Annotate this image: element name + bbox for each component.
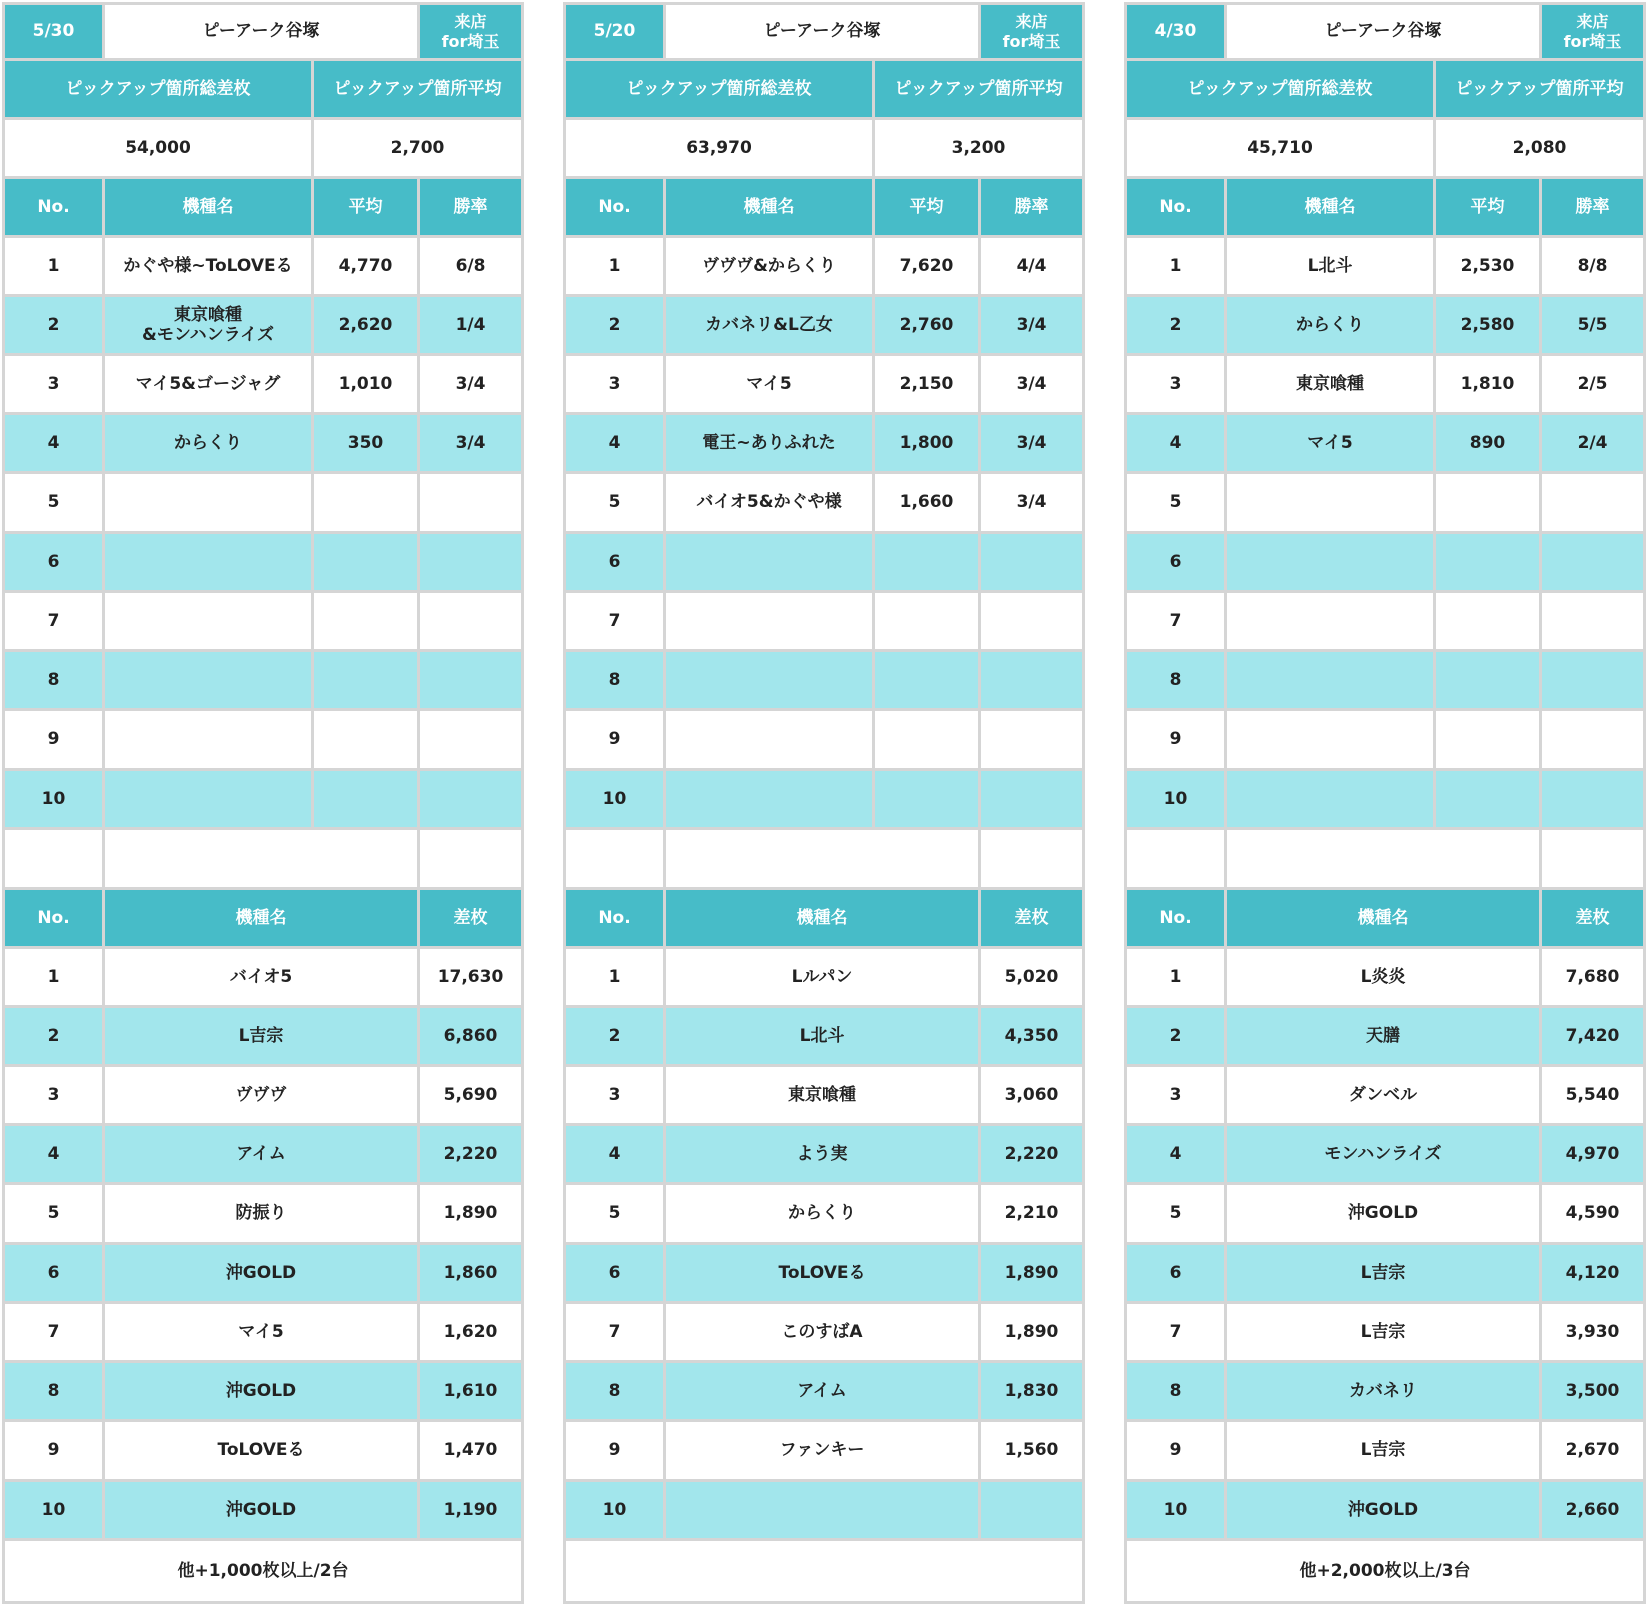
column-gap [526, 0, 564, 1606]
ranking-row-model: 沖GOLD [105, 1245, 420, 1304]
pickup-row-avg: 1,660 [875, 474, 981, 534]
pickup-row-avg [1436, 474, 1542, 534]
ranking-row-no: 6 [563, 1245, 666, 1304]
ranking-row-diff: 7,420 [1542, 1008, 1646, 1067]
ranking-row-diff: 5,020 [981, 949, 1085, 1008]
visit-badge: 来店 for埼玉 [1542, 2, 1646, 61]
spacer-cell [1227, 830, 1542, 890]
pickup-row-model [666, 593, 875, 652]
ranking-no-header: No. [2, 890, 105, 949]
ranking-row-model: Lルパン [666, 949, 981, 1008]
pickup-row-no: 9 [2, 711, 105, 771]
ranking-row-no: 7 [2, 1304, 105, 1363]
ranking-row-diff: 4,590 [1542, 1185, 1646, 1245]
ranking-row-diff: 2,670 [1542, 1422, 1646, 1482]
pickup-row-rate: 1/4 [420, 297, 524, 356]
pickup-row-avg: 1,800 [875, 415, 981, 474]
pickup-row-rate: 2/5 [1542, 356, 1646, 415]
ranking-no-header: No. [1124, 890, 1227, 949]
ranking-row-model: L北斗 [666, 1008, 981, 1067]
pickup-row-model [1227, 593, 1436, 652]
ranking-row-no: 7 [563, 1304, 666, 1363]
ranking-row-model [666, 1482, 981, 1541]
pickup-total-value: 54,000 [2, 120, 314, 179]
ranking-row-model: ToLOVEる [666, 1245, 981, 1304]
ranking-row-model: L吉宗 [1227, 1422, 1542, 1482]
pickup-rate-header: 勝率 [981, 179, 1085, 238]
pickup-row-rate [420, 593, 524, 652]
pickup-row-model [105, 593, 314, 652]
ranking-row-diff: 1,620 [420, 1304, 524, 1363]
pickup-row-model [105, 711, 314, 771]
ranking-row-diff: 1,890 [420, 1185, 524, 1245]
ranking-row-no: 5 [563, 1185, 666, 1245]
pickup-row-avg [875, 652, 981, 711]
pickup-row-avg [1436, 593, 1542, 652]
pickup-row-avg: 2,760 [875, 297, 981, 356]
ranking-row-no: 5 [1124, 1185, 1227, 1245]
pickup-row-no: 3 [1124, 356, 1227, 415]
pickup-row-rate [1542, 474, 1646, 534]
pickup-row-model: マイ5 [666, 356, 875, 415]
pickup-row-rate [1542, 652, 1646, 711]
pickup-average-value: 3,200 [875, 120, 1085, 179]
store-name: ピーアーク谷塚 [1227, 2, 1542, 61]
pickup-row-no: 10 [2, 771, 105, 830]
pickup-row-model [105, 474, 314, 534]
ranking-row-diff: 2,210 [981, 1185, 1085, 1245]
ranking-row-model: アイム [105, 1126, 420, 1185]
pickup-row-no: 3 [563, 356, 666, 415]
ranking-row-model: モンハンライズ [1227, 1126, 1542, 1185]
pickup-row-avg: 2,580 [1436, 297, 1542, 356]
pickup-avg-header: 平均 [875, 179, 981, 238]
pickup-row-no: 5 [1124, 474, 1227, 534]
pickup-row-avg: 4,770 [314, 238, 420, 297]
ranking-row-model: マイ5 [105, 1304, 420, 1363]
pickup-row-rate: 3/4 [420, 356, 524, 415]
pickup-row-no: 6 [2, 534, 105, 593]
pickup-row-rate: 5/5 [1542, 297, 1646, 356]
ranking-row-no: 5 [2, 1185, 105, 1245]
ranking-row-diff: 2,220 [981, 1126, 1085, 1185]
pickup-row-model: L北斗 [1227, 238, 1436, 297]
ranking-diff-header: 差枚 [1542, 890, 1646, 949]
spacer-cell [420, 830, 524, 890]
pickup-row-model [1227, 474, 1436, 534]
pickup-row-rate [420, 652, 524, 711]
ranking-row-no: 4 [2, 1126, 105, 1185]
pickup-row-avg: 2,620 [314, 297, 420, 356]
pickup-row-model [666, 771, 875, 830]
panel-3 [1124, 0, 1646, 1606]
spacer-cell [1542, 830, 1646, 890]
pickup-row-rate: 6/8 [420, 238, 524, 297]
pickup-total-value: 45,710 [1124, 120, 1436, 179]
ranking-row-no: 8 [1124, 1363, 1227, 1422]
ranking-row-model: 天膳 [1227, 1008, 1542, 1067]
pickup-average-label: ピックアップ箇所平均 [314, 61, 524, 120]
pickup-model-header: 機種名 [105, 179, 314, 238]
pickup-row-no: 8 [2, 652, 105, 711]
pickup-row-no: 4 [563, 415, 666, 474]
ranking-diff-header: 差枚 [420, 890, 524, 949]
pickup-row-model [666, 534, 875, 593]
pickup-no-header: No. [1124, 179, 1227, 238]
pickup-row-avg: 350 [314, 415, 420, 474]
pickup-no-header: No. [563, 179, 666, 238]
spacer-cell [1124, 830, 1227, 890]
pickup-row-rate [981, 593, 1085, 652]
ranking-row-no: 1 [563, 949, 666, 1008]
pickup-row-model [1227, 771, 1436, 830]
pickup-row-no: 9 [1124, 711, 1227, 771]
pickup-row-avg: 7,620 [875, 238, 981, 297]
pickup-no-header: No. [2, 179, 105, 238]
spacer-cell [981, 830, 1085, 890]
pickup-row-avg: 2,150 [875, 356, 981, 415]
ranking-row-model: よう実 [666, 1126, 981, 1185]
ranking-row-no: 3 [563, 1067, 666, 1126]
ranking-row-no: 1 [2, 949, 105, 1008]
pickup-total-label: ピックアップ箇所総差枚 [1124, 61, 1436, 120]
pickup-row-no: 7 [563, 593, 666, 652]
ranking-row-no: 3 [1124, 1067, 1227, 1126]
pickup-row-rate [420, 771, 524, 830]
footer-note: 他+1,000枚以上/2台 [2, 1541, 524, 1604]
pickup-row-rate: 8/8 [1542, 238, 1646, 297]
pickup-row-no: 5 [2, 474, 105, 534]
ranking-row-model: 沖GOLD [1227, 1185, 1542, 1245]
ranking-row-diff: 1,890 [981, 1304, 1085, 1363]
ranking-row-model: 沖GOLD [105, 1482, 420, 1541]
pickup-row-no: 8 [1124, 652, 1227, 711]
ranking-row-diff: 3,060 [981, 1067, 1085, 1126]
visit-badge: 来店 for埼玉 [981, 2, 1085, 61]
pickup-row-rate: 3/4 [981, 474, 1085, 534]
date-cell: 5/20 [563, 2, 666, 61]
pickup-row-model: ヴヴヴ&からくり [666, 238, 875, 297]
ranking-row-model: ファンキー [666, 1422, 981, 1482]
pickup-row-rate [981, 711, 1085, 771]
ranking-row-model: からくり [666, 1185, 981, 1245]
pickup-row-model: かぐや様~ToLOVEる [105, 238, 314, 297]
pickup-row-avg: 890 [1436, 415, 1542, 474]
ranking-model-header: 機種名 [1227, 890, 1542, 949]
ranking-row-no: 6 [1124, 1245, 1227, 1304]
footer-note [563, 1541, 1085, 1604]
pickup-row-avg [1436, 534, 1542, 593]
pickup-row-model: 東京喰種 [1227, 356, 1436, 415]
pickup-row-avg [875, 771, 981, 830]
ranking-row-model: カバネリ [1227, 1363, 1542, 1422]
pickup-row-avg [875, 593, 981, 652]
pickup-row-model: からくり [1227, 297, 1436, 356]
ranking-row-diff: 1,830 [981, 1363, 1085, 1422]
pickup-average-value: 2,700 [314, 120, 524, 179]
spacer-cell [2, 830, 105, 890]
ranking-row-diff: 5,690 [420, 1067, 524, 1126]
date-cell: 4/30 [1124, 2, 1227, 61]
pickup-total-label: ピックアップ箇所総差枚 [2, 61, 314, 120]
ranking-row-model: 防振り [105, 1185, 420, 1245]
ranking-row-no: 8 [563, 1363, 666, 1422]
pickup-row-model [105, 652, 314, 711]
pickup-row-no: 1 [1124, 238, 1227, 297]
ranking-row-model: ヴヴヴ [105, 1067, 420, 1126]
pickup-row-avg: 1,810 [1436, 356, 1542, 415]
ranking-model-header: 機種名 [666, 890, 981, 949]
pickup-model-header: 機種名 [666, 179, 875, 238]
pickup-row-no: 9 [563, 711, 666, 771]
pickup-average-label: ピックアップ箇所平均 [1436, 61, 1646, 120]
pickup-row-avg [875, 534, 981, 593]
pickup-row-model [1227, 652, 1436, 711]
footer-note: 他+2,000枚以上/3台 [1124, 1541, 1646, 1604]
ranking-row-model: 沖GOLD [1227, 1482, 1542, 1541]
spacer-cell [105, 830, 420, 890]
ranking-row-no: 7 [1124, 1304, 1227, 1363]
pickup-row-model: カバネリ&L乙女 [666, 297, 875, 356]
pickup-row-rate [1542, 711, 1646, 771]
pickup-row-model [105, 534, 314, 593]
store-name: ピーアーク谷塚 [666, 2, 981, 61]
pickup-row-rate [1542, 593, 1646, 652]
spacer-cell [563, 830, 666, 890]
ranking-row-no: 10 [563, 1482, 666, 1541]
pickup-row-no: 2 [2, 297, 105, 356]
ranking-row-diff: 1,860 [420, 1245, 524, 1304]
ranking-row-model: 東京喰種 [666, 1067, 981, 1126]
pickup-row-model: マイ5&ゴージャグ [105, 356, 314, 415]
ranking-row-no: 2 [563, 1008, 666, 1067]
pickup-row-rate [981, 652, 1085, 711]
pickup-row-no: 8 [563, 652, 666, 711]
pickup-row-rate [981, 534, 1085, 593]
pickup-row-avg [875, 711, 981, 771]
ranking-row-diff: 1,470 [420, 1422, 524, 1482]
ranking-row-model: L吉宗 [105, 1008, 420, 1067]
date-cell: 5/30 [2, 2, 105, 61]
pickup-average-label: ピックアップ箇所平均 [875, 61, 1085, 120]
pickup-row-rate [420, 711, 524, 771]
pickup-row-no: 1 [2, 238, 105, 297]
ranking-row-diff: 1,890 [981, 1245, 1085, 1304]
ranking-row-no: 9 [563, 1422, 666, 1482]
ranking-row-no: 9 [1124, 1422, 1227, 1482]
ranking-row-diff: 4,120 [1542, 1245, 1646, 1304]
pickup-row-model: バイオ5&かぐや様 [666, 474, 875, 534]
pickup-model-header: 機種名 [1227, 179, 1436, 238]
pickup-avg-header: 平均 [314, 179, 420, 238]
spacer-cell [666, 830, 981, 890]
pickup-row-avg [314, 771, 420, 830]
ranking-row-model: L吉宗 [1227, 1245, 1542, 1304]
pickup-row-model [105, 771, 314, 830]
ranking-row-diff: 3,930 [1542, 1304, 1646, 1363]
ranking-row-diff: 1,610 [420, 1363, 524, 1422]
ranking-row-no: 10 [1124, 1482, 1227, 1541]
pickup-row-no: 4 [2, 415, 105, 474]
pickup-row-rate: 3/4 [981, 356, 1085, 415]
pickup-row-avg [314, 711, 420, 771]
pickup-row-no: 10 [1124, 771, 1227, 830]
pickup-row-avg [1436, 771, 1542, 830]
ranking-row-no: 4 [563, 1126, 666, 1185]
ranking-row-diff: 3,500 [1542, 1363, 1646, 1422]
ranking-model-header: 機種名 [105, 890, 420, 949]
ranking-row-no: 10 [2, 1482, 105, 1541]
ranking-row-diff: 4,970 [1542, 1126, 1646, 1185]
pickup-row-model: マイ5 [1227, 415, 1436, 474]
pickup-row-no: 6 [1124, 534, 1227, 593]
pickup-row-avg: 1,010 [314, 356, 420, 415]
ranking-diff-header: 差枚 [981, 890, 1085, 949]
store-name: ピーアーク谷塚 [105, 2, 420, 61]
column-gap [1087, 0, 1125, 1606]
pickup-row-avg [1436, 711, 1542, 771]
pickup-row-avg [314, 652, 420, 711]
ranking-row-diff: 5,540 [1542, 1067, 1646, 1126]
pickup-row-model: からくり [105, 415, 314, 474]
ranking-row-no: 6 [2, 1245, 105, 1304]
ranking-no-header: No. [563, 890, 666, 949]
ranking-row-model: L吉宗 [1227, 1304, 1542, 1363]
ranking-row-diff: 2,660 [1542, 1482, 1646, 1541]
pickup-row-model [666, 652, 875, 711]
pickup-row-rate [1542, 534, 1646, 593]
ranking-row-diff: 4,350 [981, 1008, 1085, 1067]
pickup-row-avg [314, 593, 420, 652]
ranking-row-model: アイム [666, 1363, 981, 1422]
ranking-row-model: L炎炎 [1227, 949, 1542, 1008]
pickup-row-no: 5 [563, 474, 666, 534]
ranking-row-diff: 17,630 [420, 949, 524, 1008]
ranking-row-no: 2 [1124, 1008, 1227, 1067]
pickup-row-model: 東京喰種 &モンハンライズ [105, 297, 314, 356]
pickup-row-rate: 3/4 [981, 297, 1085, 356]
ranking-row-diff: 1,560 [981, 1422, 1085, 1482]
pickup-rate-header: 勝率 [1542, 179, 1646, 238]
pickup-row-no: 7 [1124, 593, 1227, 652]
ranking-row-no: 3 [2, 1067, 105, 1126]
pickup-row-avg [314, 474, 420, 534]
ranking-row-diff: 6,860 [420, 1008, 524, 1067]
ranking-row-diff: 2,220 [420, 1126, 524, 1185]
ranking-row-diff: 7,680 [1542, 949, 1646, 1008]
ranking-row-model: バイオ5 [105, 949, 420, 1008]
pickup-row-rate [1542, 771, 1646, 830]
ranking-row-diff: 1,190 [420, 1482, 524, 1541]
ranking-row-no: 4 [1124, 1126, 1227, 1185]
pickup-row-no: 3 [2, 356, 105, 415]
ranking-row-diff [981, 1482, 1085, 1541]
pickup-row-rate: 3/4 [981, 415, 1085, 474]
pickup-row-model [1227, 711, 1436, 771]
pickup-row-avg [314, 534, 420, 593]
pickup-row-model: 電王~ありふれた [666, 415, 875, 474]
ranking-row-no: 2 [2, 1008, 105, 1067]
pickup-row-rate: 4/4 [981, 238, 1085, 297]
pickup-row-rate [981, 771, 1085, 830]
pickup-average-value: 2,080 [1436, 120, 1646, 179]
pickup-row-model [1227, 534, 1436, 593]
pickup-rate-header: 勝率 [420, 179, 524, 238]
ranking-row-model: ダンベル [1227, 1067, 1542, 1126]
panel-2 [563, 0, 1085, 1606]
panel-1 [2, 0, 524, 1606]
pickup-total-label: ピックアップ箇所総差枚 [563, 61, 875, 120]
pickup-row-rate [420, 474, 524, 534]
ranking-row-model: このすばA [666, 1304, 981, 1363]
pickup-row-no: 10 [563, 771, 666, 830]
pickup-row-no: 4 [1124, 415, 1227, 474]
pickup-row-rate [420, 534, 524, 593]
pickup-row-model [666, 711, 875, 771]
pickup-row-rate: 2/4 [1542, 415, 1646, 474]
pickup-row-no: 2 [1124, 297, 1227, 356]
pickup-row-no: 7 [2, 593, 105, 652]
visit-badge: 来店 for埼玉 [420, 2, 524, 61]
ranking-row-no: 9 [2, 1422, 105, 1482]
pickup-avg-header: 平均 [1436, 179, 1542, 238]
pickup-row-no: 6 [563, 534, 666, 593]
ranking-row-no: 1 [1124, 949, 1227, 1008]
pickup-row-avg: 2,530 [1436, 238, 1542, 297]
pickup-row-no: 1 [563, 238, 666, 297]
pickup-row-rate: 3/4 [420, 415, 524, 474]
ranking-row-no: 8 [2, 1363, 105, 1422]
ranking-row-model: 沖GOLD [105, 1363, 420, 1422]
pickup-row-no: 2 [563, 297, 666, 356]
pickup-total-value: 63,970 [563, 120, 875, 179]
pickup-row-avg [1436, 652, 1542, 711]
ranking-row-model: ToLOVEる [105, 1422, 420, 1482]
